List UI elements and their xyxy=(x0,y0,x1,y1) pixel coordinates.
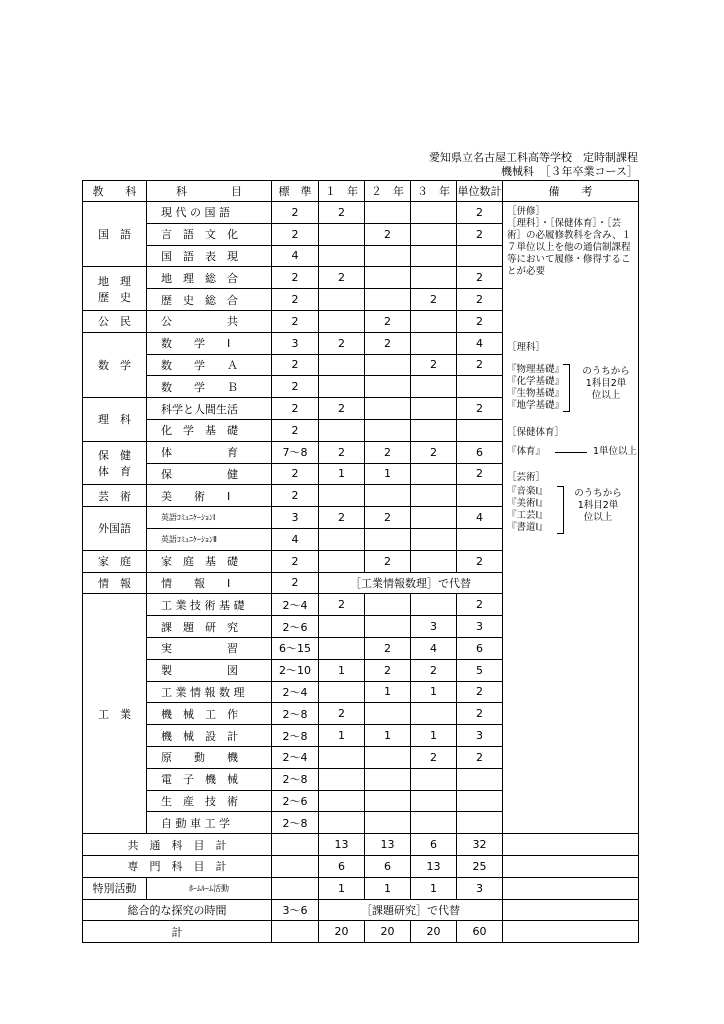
standard-cell: 2～4 xyxy=(272,681,319,703)
total-cell: 2 xyxy=(457,703,503,725)
category-cell: 工 業 xyxy=(83,594,147,834)
year2-cell xyxy=(365,746,411,768)
common-total-row xyxy=(83,834,639,856)
year3-cell: 2 xyxy=(411,441,457,463)
standard-cell xyxy=(272,855,319,877)
year1-cell: 1 xyxy=(319,877,365,899)
year3-cell: 2 xyxy=(411,746,457,768)
year1-cell xyxy=(319,419,365,441)
year3-cell xyxy=(411,812,457,834)
standard-cell: 3 xyxy=(272,507,319,529)
category-cell: 国 語 xyxy=(83,202,147,267)
activity-row xyxy=(83,877,639,899)
total-cell xyxy=(457,790,503,812)
standard-cell: 2 xyxy=(272,354,319,376)
standard-cell: 2 xyxy=(272,202,319,224)
col-year3: ３ 年 xyxy=(411,181,457,202)
year1-cell: 2 xyxy=(319,441,365,463)
notes-cell xyxy=(503,202,639,834)
activity-label: 特別活動 xyxy=(83,877,147,899)
year3-cell xyxy=(411,463,457,485)
year1-cell: 2 xyxy=(319,398,365,420)
standard-cell: 2～10 xyxy=(272,659,319,681)
year2-cell xyxy=(365,202,411,224)
year3-cell xyxy=(411,223,457,245)
year1-cell xyxy=(319,223,365,245)
summary-label: 専 門 科 目 計 xyxy=(83,855,272,877)
heiyou-title: ［併修］ xyxy=(507,206,546,217)
total-cell: 2 xyxy=(457,354,503,376)
year1-cell xyxy=(319,812,365,834)
year2-cell xyxy=(365,528,411,550)
standard-cell: 2～8 xyxy=(272,703,319,725)
year1-cell: 2 xyxy=(319,202,365,224)
year3-cell: 6 xyxy=(411,834,457,856)
category-cell xyxy=(83,267,147,311)
curriculum-table xyxy=(82,180,639,943)
year2-cell xyxy=(365,703,411,725)
year1-cell: 1 xyxy=(319,725,365,747)
standard-cell: 2～6 xyxy=(272,616,319,638)
hoken-title: ［保健体育］ xyxy=(507,427,565,438)
subject-cell: 歴 史 総 合 xyxy=(147,289,272,311)
year2-cell: 2 xyxy=(365,223,411,245)
total-cell: 2 xyxy=(457,746,503,768)
total-cell xyxy=(457,419,503,441)
geijutsu-bracket xyxy=(557,486,564,534)
subject-cell: 地 理 総 合 xyxy=(147,267,272,289)
year3-cell xyxy=(411,202,457,224)
substitute-cell: ［課題研究］で代替 xyxy=(319,899,503,921)
year3-cell xyxy=(411,419,457,441)
year3-cell xyxy=(411,528,457,550)
category-cell: 家 庭 xyxy=(83,550,147,572)
col-year2: ２ 年 xyxy=(365,181,411,202)
year1-cell: 6 xyxy=(319,855,365,877)
year2-cell xyxy=(365,812,411,834)
hoken-item: 『体育』 xyxy=(507,446,546,457)
year2-cell: 2 xyxy=(365,441,411,463)
header-row xyxy=(83,181,639,202)
standard-cell: 2 xyxy=(272,419,319,441)
category-label: 歴 史 xyxy=(98,290,131,304)
year2-cell xyxy=(365,616,411,638)
standard-cell: 2～6 xyxy=(272,790,319,812)
year1-cell: 1 xyxy=(319,463,365,485)
year3-cell: 1 xyxy=(411,877,457,899)
total-cell: 2 xyxy=(457,289,503,311)
subject-cell: 保 健 xyxy=(147,463,272,485)
year2-cell xyxy=(365,790,411,812)
year2-cell xyxy=(365,245,411,267)
standard-cell xyxy=(272,877,319,899)
geijutsu-rule: 位以上 xyxy=(583,512,613,523)
subject-cell: 課 題 研 究 xyxy=(147,616,272,638)
year3-cell: 3 xyxy=(411,616,457,638)
subject-cell: 機 械 工 作 xyxy=(147,703,272,725)
total-cell: 3 xyxy=(457,725,503,747)
total-cell: 2 xyxy=(457,267,503,289)
subject-cell: 公 共 xyxy=(147,310,272,332)
category-cell: 外国語 xyxy=(83,507,147,551)
category-cell: 芸 術 xyxy=(83,485,147,507)
total-cell: 2 xyxy=(457,681,503,703)
year2-cell xyxy=(365,398,411,420)
year3-cell xyxy=(411,332,457,354)
standard-cell: 3 xyxy=(272,332,319,354)
year2-cell: 13 xyxy=(365,834,411,856)
year1-cell xyxy=(319,790,365,812)
subject-cell: 工 業 情 報 数 理 xyxy=(147,681,272,703)
year2-cell: 1 xyxy=(365,681,411,703)
total-cell xyxy=(457,768,503,790)
standard-cell: 2 xyxy=(272,485,319,507)
subject-cell: 電 子 機 械 xyxy=(147,768,272,790)
standard-cell: 2 xyxy=(272,310,319,332)
grand-total-row xyxy=(83,921,639,943)
category-label: 保 健 xyxy=(98,449,131,463)
rika-item: 『地学基礎』 xyxy=(507,400,565,411)
rika-rule: 位以上 xyxy=(591,390,621,401)
subject-cell: 機 械 設 計 xyxy=(147,725,272,747)
subject-cell: 英語ｺﾐｭﾆｹｰｼｮﾝⅠ xyxy=(147,507,272,529)
category-cell: 理 科 xyxy=(83,398,147,442)
year3-cell xyxy=(411,768,457,790)
total-cell: 2 xyxy=(457,463,503,485)
year3-cell xyxy=(411,376,457,398)
geijutsu-item: 『美術Ⅰ』 xyxy=(507,498,548,509)
course-name: 機械科 ［３年卒業コース］ xyxy=(501,165,638,178)
hoken-rule: 1単位以上 xyxy=(593,446,638,457)
col-standard: 標 準 xyxy=(272,181,319,202)
standard-cell xyxy=(272,834,319,856)
col-category: 教 科 xyxy=(83,181,147,202)
total-cell: 3 xyxy=(457,616,503,638)
year3-cell: 20 xyxy=(411,921,457,943)
rika-rule: のうちから xyxy=(582,366,630,377)
year3-cell: 13 xyxy=(411,855,457,877)
col-total: 単位数計 xyxy=(457,181,503,202)
year1-cell: 2 xyxy=(319,332,365,354)
year2-cell xyxy=(365,419,411,441)
total-cell: 2 xyxy=(457,398,503,420)
year1-cell: 2 xyxy=(319,594,365,616)
year3-cell xyxy=(411,398,457,420)
total-cell: 2 xyxy=(457,223,503,245)
year3-cell: 1 xyxy=(411,725,457,747)
year2-cell: 1 xyxy=(365,463,411,485)
year3-cell xyxy=(411,310,457,332)
total-cell xyxy=(457,245,503,267)
standard-cell: 2 xyxy=(272,550,319,572)
year3-cell: 1 xyxy=(411,681,457,703)
standard-cell: 2～8 xyxy=(272,768,319,790)
subject-cell: 自 動 車 工 学 xyxy=(147,812,272,834)
subject-cell: 英語ｺﾐｭﾆｹｰｼｮﾝⅡ xyxy=(147,528,272,550)
category-cell: 数 学 xyxy=(83,332,147,397)
year3-cell: 2 xyxy=(411,659,457,681)
year2-cell xyxy=(365,289,411,311)
notes-empty xyxy=(503,877,639,899)
year1-cell xyxy=(319,637,365,659)
subject-cell: 家 庭 基 礎 xyxy=(147,550,272,572)
col-year1: １ 年 xyxy=(319,181,365,202)
subject-cell: 国 語 表 現 xyxy=(147,245,272,267)
notes-empty xyxy=(503,921,639,943)
year2-cell xyxy=(365,768,411,790)
subject-cell: 言 語 文 化 xyxy=(147,223,272,245)
subject-cell: 科学と人間生活 xyxy=(147,398,272,420)
year1-cell: 13 xyxy=(319,834,365,856)
year3-cell xyxy=(411,245,457,267)
year1-cell xyxy=(319,746,365,768)
standard-cell: 4 xyxy=(272,245,319,267)
subject-cell: 数 学 Ａ xyxy=(147,354,272,376)
year1-cell: 2 xyxy=(319,703,365,725)
year3-cell xyxy=(411,550,457,572)
standard-cell: 7～8 xyxy=(272,441,319,463)
geijutsu-title: ［芸術］ xyxy=(507,472,546,483)
year1-cell: 20 xyxy=(319,921,365,943)
year1-cell: 1 xyxy=(319,659,365,681)
total-cell xyxy=(457,376,503,398)
subject-cell: 体 育 xyxy=(147,441,272,463)
summary-label: 計 xyxy=(83,921,272,943)
standard-cell: 4 xyxy=(272,528,319,550)
year1-cell xyxy=(319,310,365,332)
year1-cell xyxy=(319,616,365,638)
subject-cell: 生 産 技 術 xyxy=(147,790,272,812)
subject-cell: 製 図 xyxy=(147,659,272,681)
year2-cell xyxy=(365,485,411,507)
rika-title: ［理科］ xyxy=(507,342,546,353)
year3-cell xyxy=(411,267,457,289)
standard-cell: 2～4 xyxy=(272,594,319,616)
subject-cell: 数 学 Ⅰ xyxy=(147,332,272,354)
summary-label: 共 通 科 目 計 xyxy=(83,834,272,856)
year3-cell: 2 xyxy=(411,289,457,311)
total-cell: 2 xyxy=(457,310,503,332)
rika-item: 『生物基礎』 xyxy=(507,388,565,399)
heiyou-text: ［理科］・［保健体育］・［芸術］の必履修教科を含み、１７単位以上を他の通信制課程等において履修・修得することが必要 xyxy=(507,218,632,277)
school-name: 愛知県立名古屋工科高等学校 定時制課程 xyxy=(429,151,638,164)
year2-cell: 2 xyxy=(365,310,411,332)
activity-sub: ﾎｰﾑﾙｰﾑ活動 xyxy=(147,877,272,899)
year1-cell xyxy=(319,485,365,507)
standard-cell: 2 xyxy=(272,398,319,420)
year2-cell xyxy=(365,267,411,289)
subject-cell: 実 習 xyxy=(147,637,272,659)
year1-cell: 2 xyxy=(319,507,365,529)
standard-cell xyxy=(272,921,319,943)
year2-cell xyxy=(365,376,411,398)
subject-cell: 工 業 技 術 基 礎 xyxy=(147,594,272,616)
year2-cell: 1 xyxy=(365,877,411,899)
total-cell: 32 xyxy=(457,834,503,856)
subject-cell: 原 動 機 xyxy=(147,746,272,768)
standard-cell: 2 xyxy=(272,463,319,485)
year1-cell xyxy=(319,681,365,703)
special-total-row xyxy=(83,855,639,877)
year3-cell xyxy=(411,594,457,616)
year1-cell xyxy=(319,550,365,572)
category-label: 体 育 xyxy=(98,465,131,479)
year2-cell: 2 xyxy=(365,332,411,354)
total-cell: 4 xyxy=(457,507,503,529)
year3-cell xyxy=(411,485,457,507)
total-cell: 2 xyxy=(457,550,503,572)
total-cell: 6 xyxy=(457,441,503,463)
geijutsu-rule: のうちから xyxy=(574,488,622,499)
notes-empty xyxy=(503,899,639,921)
year1-cell xyxy=(319,354,365,376)
year2-cell xyxy=(365,354,411,376)
year2-cell: 2 xyxy=(365,637,411,659)
standard-cell: 2 xyxy=(272,572,319,594)
year2-cell: 2 xyxy=(365,550,411,572)
inquiry-row xyxy=(83,899,639,921)
total-cell: 5 xyxy=(457,659,503,681)
subject-cell: 数 学 Ｂ xyxy=(147,376,272,398)
geijutsu-rule: 1科目2単 xyxy=(577,500,619,511)
subject-cell: 情 報 Ⅰ xyxy=(147,572,272,594)
category-cell: 公 民 xyxy=(83,310,147,332)
total-cell: 2 xyxy=(457,594,503,616)
total-cell: 2 xyxy=(457,202,503,224)
standard-cell: 2～8 xyxy=(272,725,319,747)
geijutsu-item: 『工芸Ⅰ』 xyxy=(507,510,548,521)
rika-item: 『物理基礎』 xyxy=(507,364,565,375)
category-cell: 情 報 xyxy=(83,572,147,594)
standard-cell: 2 xyxy=(272,223,319,245)
year1-cell xyxy=(319,528,365,550)
col-notes: 備 考 xyxy=(503,181,639,202)
year2-cell: 20 xyxy=(365,921,411,943)
year2-cell: 2 xyxy=(365,507,411,529)
standard-cell: 3～6 xyxy=(272,899,319,921)
table-row xyxy=(83,202,639,224)
year3-cell xyxy=(411,703,457,725)
total-cell xyxy=(457,485,503,507)
year3-cell: 2 xyxy=(411,354,457,376)
standard-cell: 2 xyxy=(272,376,319,398)
rika-bracket xyxy=(563,364,570,412)
year3-cell xyxy=(411,790,457,812)
year2-cell: 2 xyxy=(365,659,411,681)
year3-cell: 4 xyxy=(411,637,457,659)
col-subject: 科 目 xyxy=(147,181,272,202)
hoken-connector xyxy=(555,452,587,453)
year1-cell xyxy=(319,768,365,790)
substitute-cell: ［工業情報数理］で代替 xyxy=(319,572,503,594)
subject-cell: 化 学 基 礎 xyxy=(147,419,272,441)
total-cell: 6 xyxy=(457,637,503,659)
standard-cell: 6～15 xyxy=(272,637,319,659)
inquiry-label: 総合的な探究の時間 xyxy=(83,899,272,921)
subject-cell: 美 術 Ⅰ xyxy=(147,485,272,507)
rika-rule: 1科目2単 xyxy=(585,378,627,389)
year2-cell xyxy=(365,594,411,616)
year2-cell: 1 xyxy=(365,725,411,747)
standard-cell: 2～4 xyxy=(272,746,319,768)
rika-item: 『化学基礎』 xyxy=(507,376,565,387)
total-cell: 60 xyxy=(457,921,503,943)
category-cell xyxy=(83,441,147,485)
standard-cell: 2 xyxy=(272,289,319,311)
geijutsu-item: 『書道Ⅰ』 xyxy=(507,522,548,533)
year3-cell xyxy=(411,507,457,529)
standard-cell: 2～8 xyxy=(272,812,319,834)
total-cell: 25 xyxy=(457,855,503,877)
total-cell xyxy=(457,528,503,550)
year2-cell: 6 xyxy=(365,855,411,877)
standard-cell: 2 xyxy=(272,267,319,289)
year1-cell: 2 xyxy=(319,267,365,289)
year1-cell xyxy=(319,245,365,267)
subject-cell: 現 代 の 国 語 xyxy=(147,202,272,224)
year1-cell xyxy=(319,289,365,311)
total-cell xyxy=(457,812,503,834)
notes-empty xyxy=(503,855,639,877)
total-cell: 4 xyxy=(457,332,503,354)
year1-cell xyxy=(319,376,365,398)
notes-empty xyxy=(503,834,639,856)
geijutsu-item: 『音楽Ⅰ』 xyxy=(507,486,548,497)
total-cell: 3 xyxy=(457,877,503,899)
category-label: 地 理 xyxy=(98,274,131,288)
